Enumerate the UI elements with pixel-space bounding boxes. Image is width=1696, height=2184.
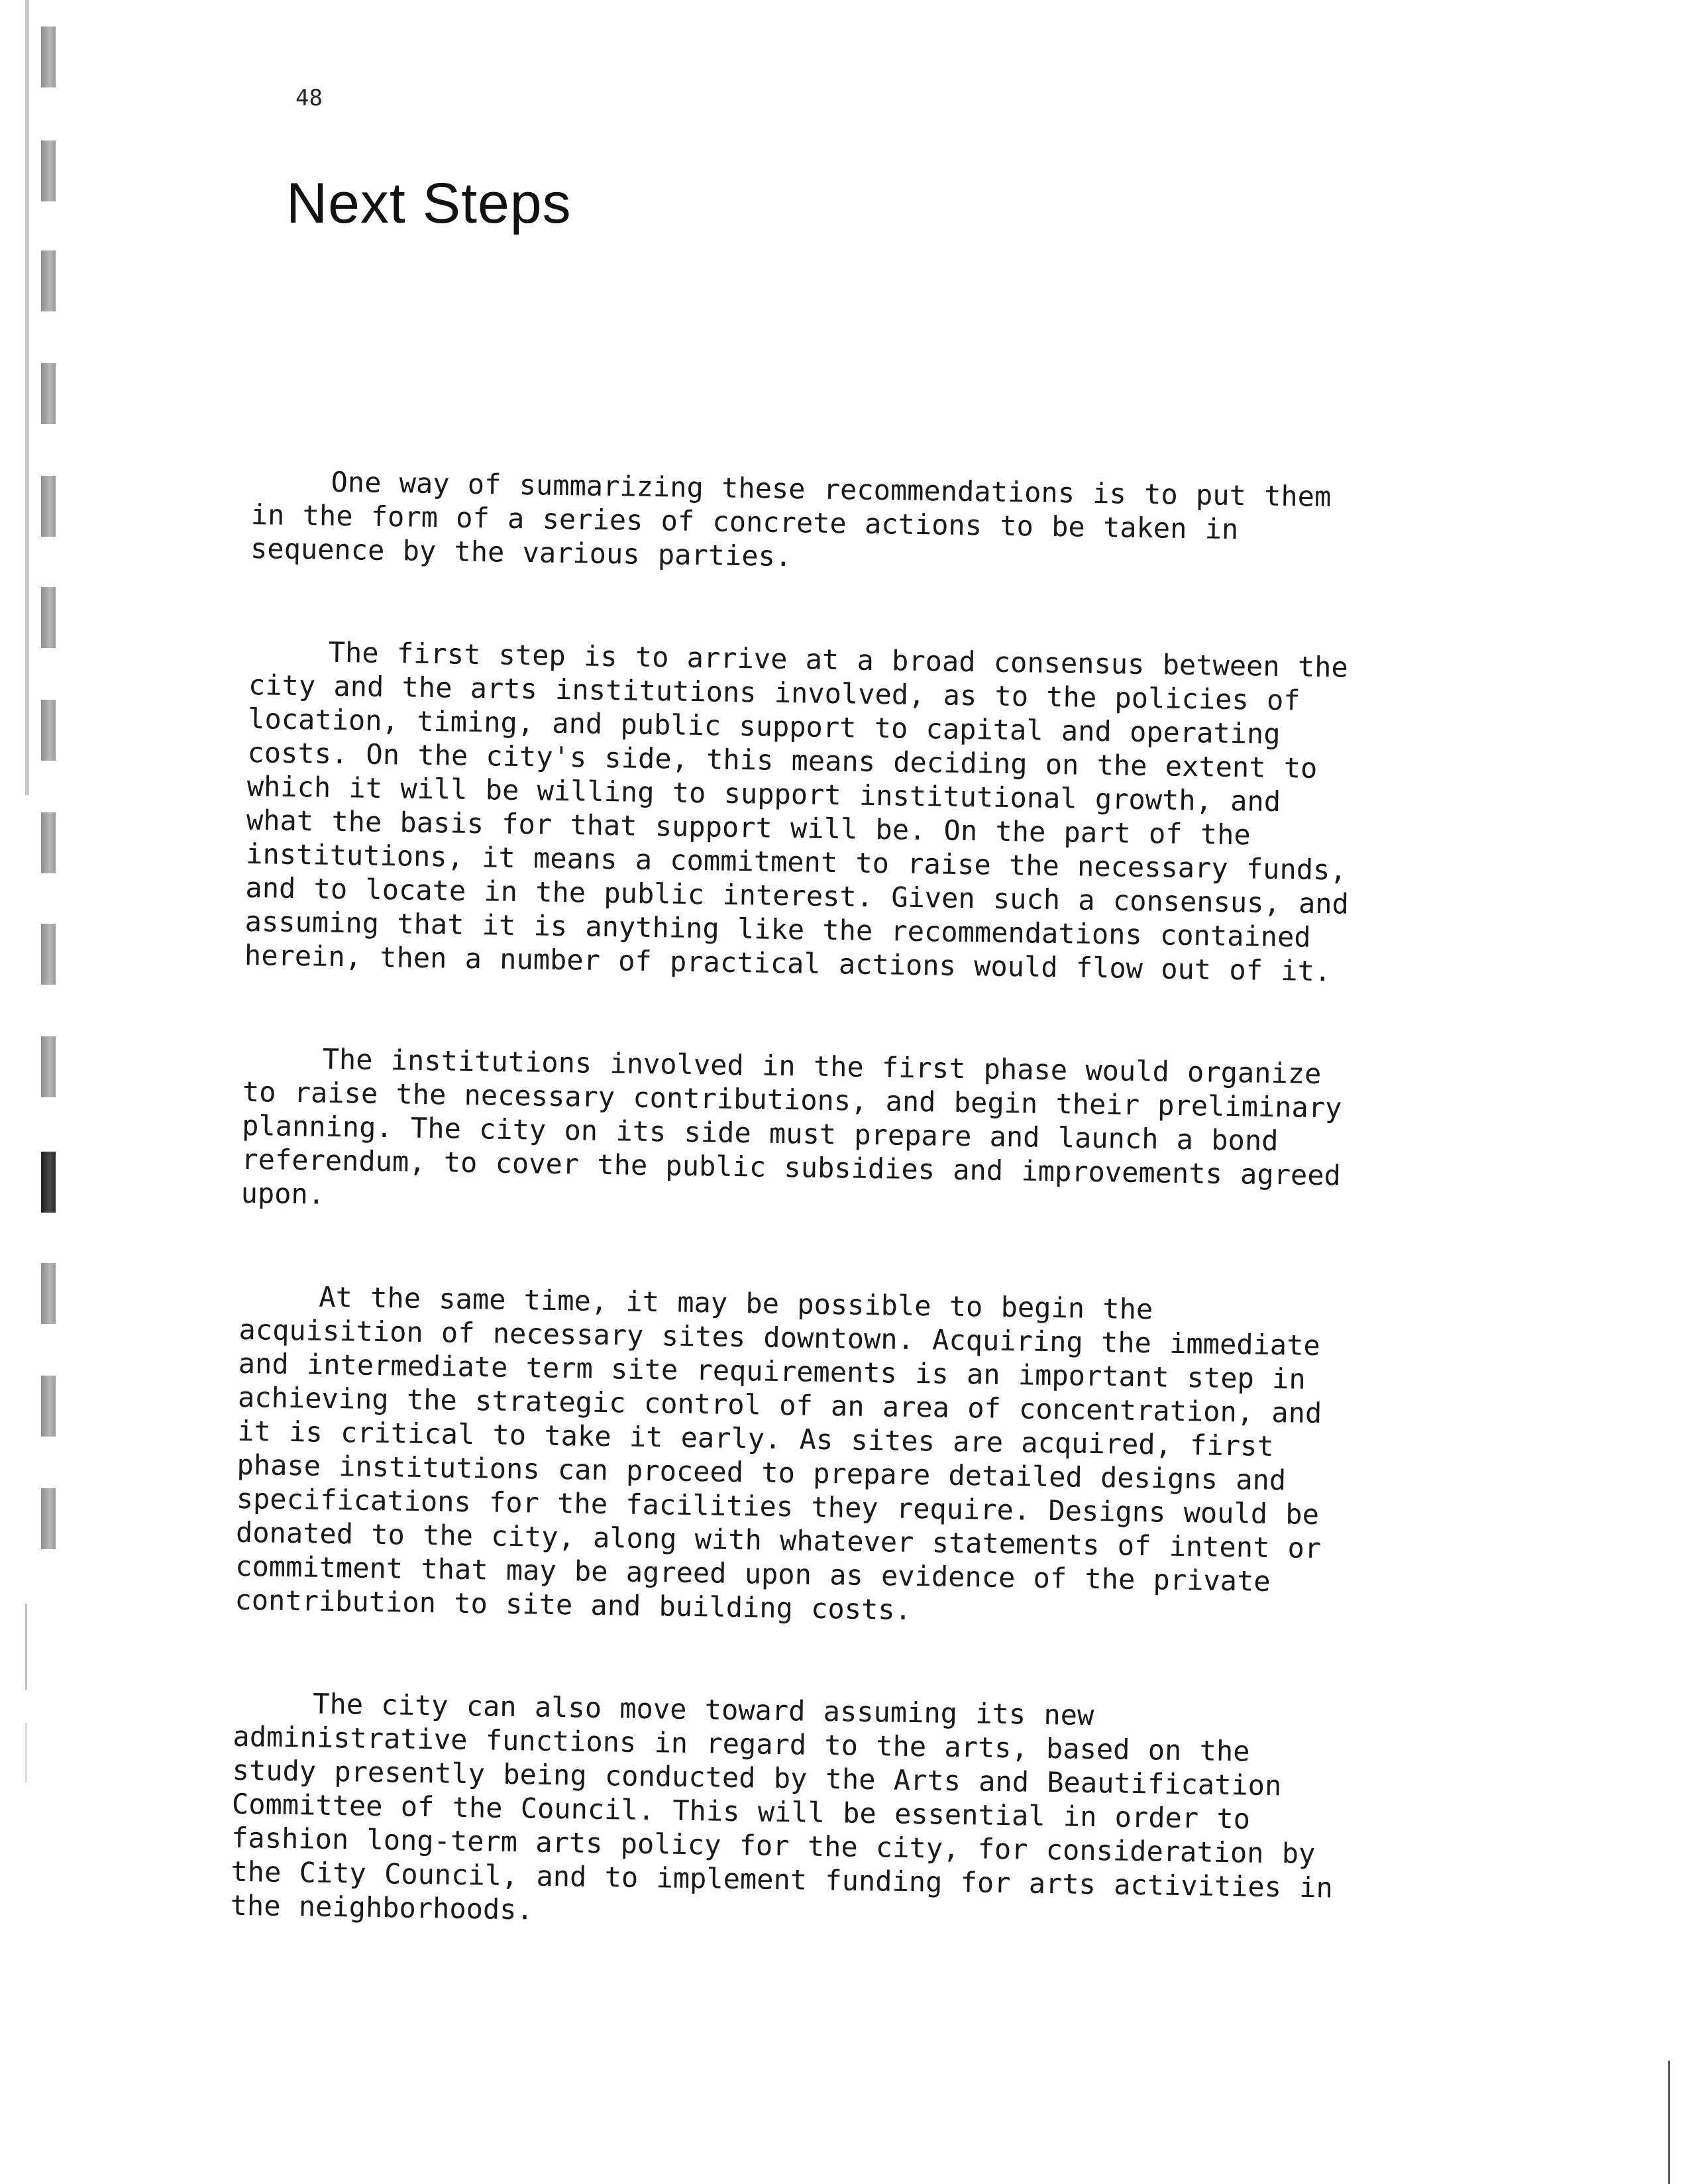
- binding-edge: [25, 0, 29, 795]
- binding-edge: [25, 1723, 27, 1782]
- page-title: Next Steps: [286, 172, 572, 235]
- paragraph: The first step is to arrive at a broad consensus between the city and the arts institutions involved, as to the policies of location, timing, and public support to capital and operating costs. On the city's side, this means deciding on the extent to which it will be willing to support institutional growth, and what the basis for that support will be. On the part of the institutions, it means a commitment to raise the necessary funds, and to locate in the public interest. Given such a consensus, and assuming that it is anything like the recommendations contained herein, then a number of practical actions would flow out of it.: [244, 635, 1350, 988]
- binding-hole: [41, 587, 56, 648]
- binding-hole: [41, 1152, 56, 1213]
- binding-hole: [41, 812, 56, 873]
- paragraph: The city can also move toward assuming its new administrative functions in regard to the arts, based on the study presently being conducted by the Arts and Beautification Committee of the Council. This will be essential in order to fashion long-term arts policy for the city, for consideration by the City Council, and to implement funding for arts activities in the neighborhoods.: [230, 1687, 1334, 1926]
- binding-hole: [41, 1036, 56, 1097]
- binding-hole: [41, 1488, 56, 1549]
- body-text: [230, 464, 1357, 1939]
- binding-hole: [41, 924, 56, 985]
- binding-edge: [25, 1604, 27, 1690]
- binding-hole: [41, 1376, 56, 1437]
- binding-hole: [41, 476, 56, 537]
- binding-hole: [41, 140, 56, 201]
- paragraph: At the same time, it may be possible to begin the acquisition of necessary sites downtown. Acquiring the immediate and intermediate term site requirements is an important step in achieving the strategic control of an area of concentration, and it is critical to take it early. As sites are acquired, first phase institutions can proceed to prepare detailed designs and specifications for the facilities they require. Designs would be donated to the city, along with whatever statements of intent or commitment that may be agreed upon as evidence of the private contribution to site and building costs.: [235, 1280, 1322, 1626]
- binding-hole: [41, 27, 56, 87]
- binding-hole: [41, 1263, 56, 1324]
- paragraph: One way of summarizing these recommendations is to put them in the form of a series of concrete actions to be taken in sequence by the various parties.: [250, 465, 1332, 573]
- binding-hole: [41, 700, 56, 761]
- binding-hole: [41, 250, 56, 311]
- paragraph: The institutions involved in the first phase would organize to raise the necessary contributions, and begin their preliminary planning. The city on its side must prepare and launch a bond referendum, to cover the public subsidies and improvements agreed upon.: [240, 1042, 1342, 1211]
- page-number: 48: [295, 85, 323, 111]
- page-edge-mark: [1668, 2061, 1670, 2184]
- binding-hole: [41, 363, 56, 424]
